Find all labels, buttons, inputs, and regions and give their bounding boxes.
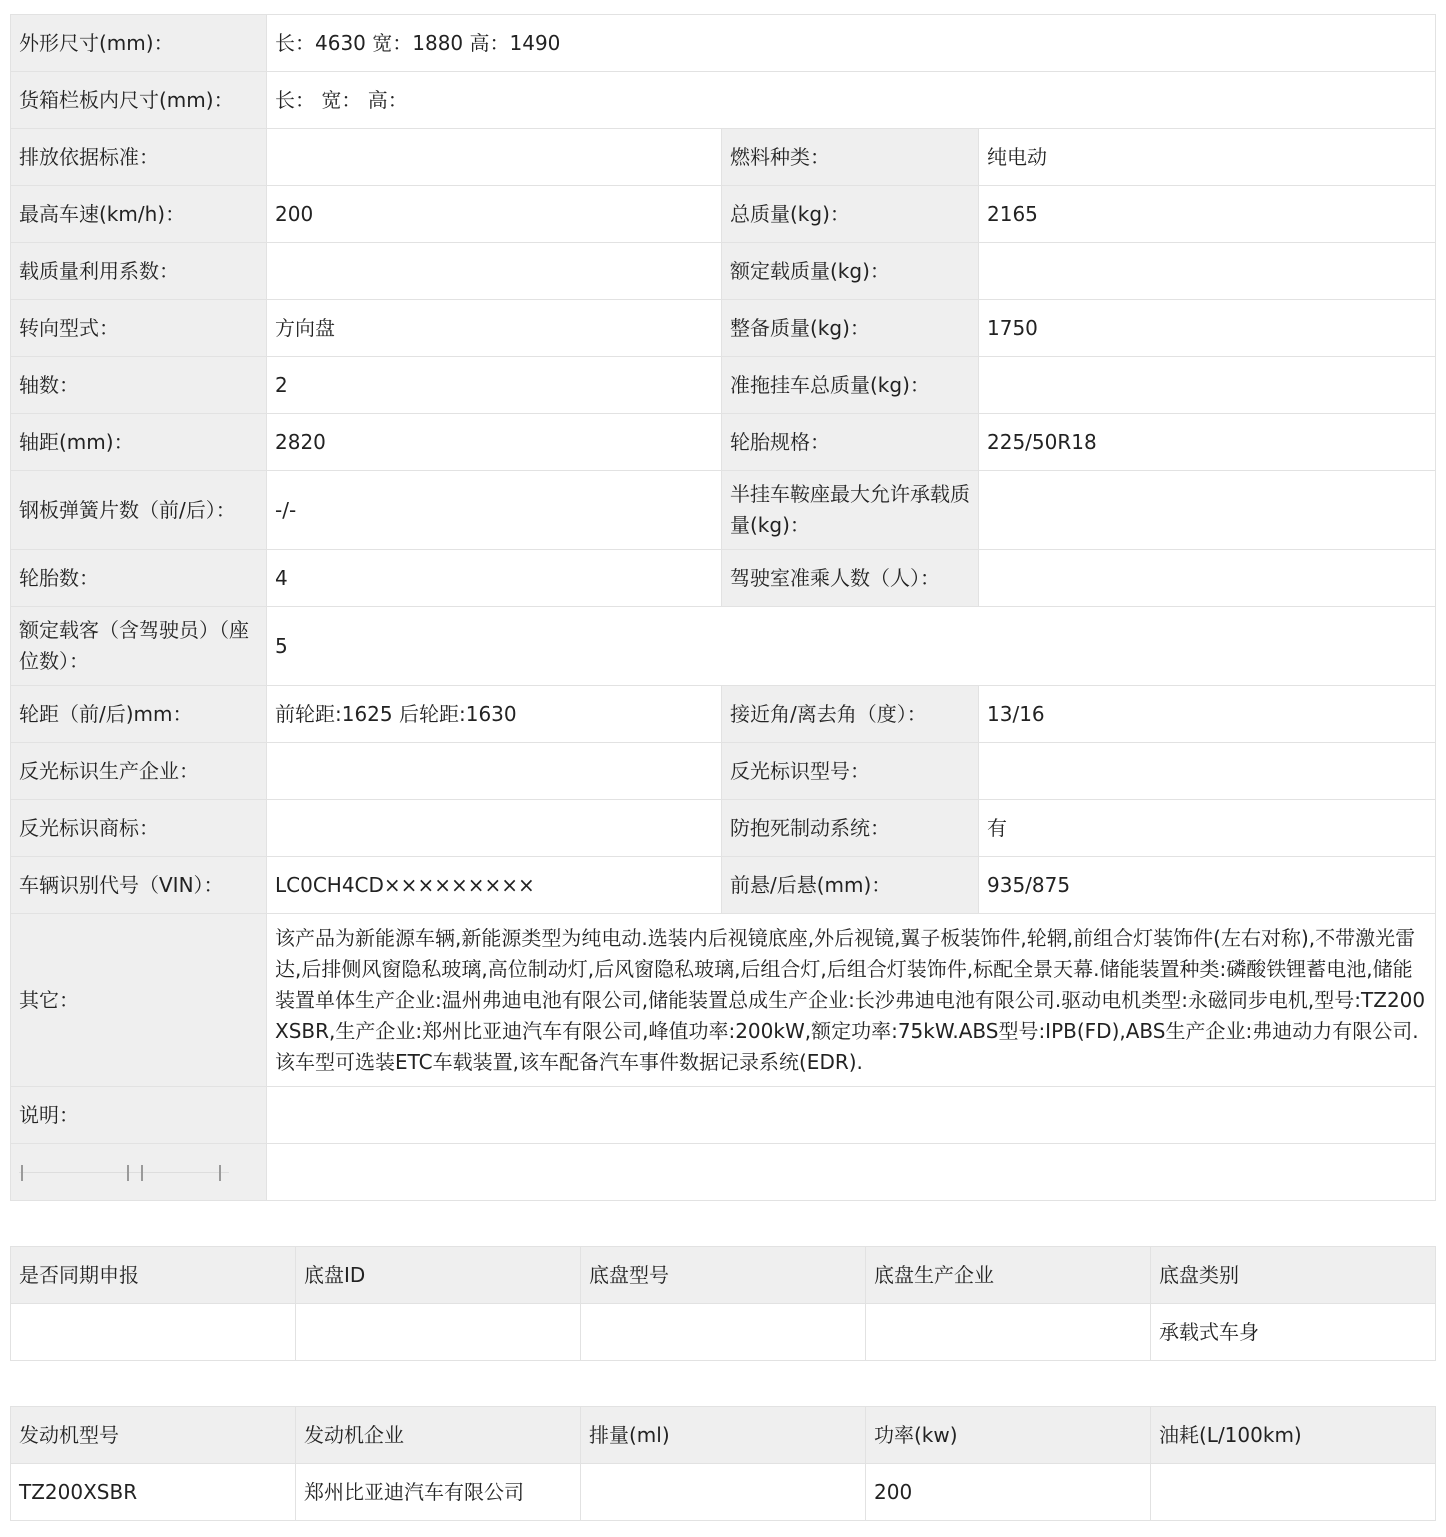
spec-label: 轮胎规格： [722, 414, 979, 471]
spec-label: 额定载客（含驾驶员）（座位数）： [11, 607, 267, 686]
spec-row-dimensions [11, 15, 1436, 72]
chassis-data-row [11, 1304, 1436, 1361]
engine-data-row [11, 1464, 1436, 1521]
chassis-header: 底盘生产企业 [866, 1247, 1151, 1304]
chassis-cell [296, 1304, 581, 1361]
spec-label: 半挂车鞍座最大允许承载质量(kg)： [722, 471, 979, 550]
spec-row-rated-passengers [11, 607, 1436, 686]
spec-value: 225/50R18 [979, 414, 1436, 471]
spec-label: 钢板弹簧片数（前/后）： [11, 471, 267, 550]
spec-value: 2820 [267, 414, 722, 471]
spec-label: 反光标识型号： [722, 743, 979, 800]
chassis-table [10, 1246, 1436, 1361]
spec-value: 4 [267, 550, 722, 607]
spec-label: 最高车速(km/h)： [11, 186, 267, 243]
spec-row-note [11, 1087, 1436, 1144]
spec-value: 1750 [979, 300, 1436, 357]
spec-label: 额定载质量(kg)： [722, 243, 979, 300]
engine-cell: TZ200XSBR [11, 1464, 296, 1521]
engine-cell: 郑州比亚迪汽车有限公司 [296, 1464, 581, 1521]
spec-label: 排放依据标准： [11, 129, 267, 186]
chassis-header-row [11, 1247, 1436, 1304]
spec-row [11, 550, 1436, 607]
spec-value [979, 743, 1436, 800]
spec-label: 总质量(kg)： [722, 186, 979, 243]
spec-label: 轮胎数： [11, 550, 267, 607]
spec-value: 13/16 [979, 686, 1436, 743]
spec-value: LC0CH4CD××××××××× [267, 857, 722, 914]
chassis-cell [581, 1304, 866, 1361]
spec-value [267, 800, 722, 857]
spec-value: 有 [979, 800, 1436, 857]
spec-value-other: 该产品为新能源车辆,新能源类型为纯电动.选装内后视镜底座,外后视镜,翼子板装饰件,轮辋,前组合灯装饰件(左右对称),不带激光雷达,后排侧风窗隐私玻璃,高位制动灯,后风窗隐私玻璃,后组合灯,后组合灯装饰件,标配全景天幕.储能装置种类:磷酸铁锂蓄电池,储能装置单体生产企业:温州弗迪电池有限公司,储能装置总成生产企业:长沙弗迪电池有限公司.驱动电机类型:永磁同步电机,型号:TZ200XSBR,生产企业:郑州比亚迪汽车有限公司,峰值功率:200kW,额定功率:75kW.ABS型号:IPB(FD),ABS生产企业:弗迪动力有限公司.该车型可选装ETC车载装置,该车配备汽车事件数据记录系统(EDR). [267, 914, 1436, 1087]
spec-value [979, 243, 1436, 300]
spec-label: 轴数： [11, 357, 267, 414]
spec-row [11, 686, 1436, 743]
spec-row [11, 357, 1436, 414]
engine-cell: 200 [866, 1464, 1151, 1521]
spec-value [267, 1087, 1436, 1144]
vehicle-spec-table [10, 14, 1436, 1201]
engine-header: 功率(kw) [866, 1407, 1151, 1464]
spec-value [267, 129, 722, 186]
spec-row [11, 243, 1436, 300]
spec-row [11, 129, 1436, 186]
spec-label: 燃料种类： [722, 129, 979, 186]
chassis-cell [11, 1304, 296, 1361]
spec-value [267, 743, 722, 800]
obscured-mark [19, 1161, 229, 1185]
chassis-cell: 承载式车身 [1151, 1304, 1436, 1361]
spec-row [11, 800, 1436, 857]
spec-label: 外形尺寸(mm)： [11, 15, 267, 72]
spec-value: 方向盘 [267, 300, 722, 357]
spec-label: 轴距(mm)： [11, 414, 267, 471]
spec-value [979, 550, 1436, 607]
spec-label: 反光标识商标： [11, 800, 267, 857]
spec-value: -/- [267, 471, 722, 550]
spec-row [11, 186, 1436, 243]
spec-label: 驾驶室准乘人数（人）： [722, 550, 979, 607]
engine-header: 油耗(L/100km) [1151, 1407, 1436, 1464]
spec-value: 200 [267, 186, 722, 243]
spec-value: 长：4630 宽：1880 高：1490 [267, 15, 1436, 72]
spec-value: 935/875 [979, 857, 1436, 914]
spec-row-cargo-box [11, 72, 1436, 129]
spec-row-other [11, 914, 1436, 1087]
spec-row [11, 471, 1436, 550]
spec-label: 车辆识别代号（VIN）： [11, 857, 267, 914]
spec-label: 准拖挂车总质量(kg)： [722, 357, 979, 414]
spec-value: 2165 [979, 186, 1436, 243]
engine-table [10, 1406, 1436, 1521]
spec-value [979, 471, 1436, 550]
spec-row [11, 857, 1436, 914]
spec-row [11, 300, 1436, 357]
spec-value-empty [267, 1144, 1436, 1201]
spec-value: 纯电动 [979, 129, 1436, 186]
engine-cell [581, 1464, 866, 1521]
chassis-header: 是否同期申报 [11, 1247, 296, 1304]
engine-header-row [11, 1407, 1436, 1464]
spec-row [11, 414, 1436, 471]
spec-label: 前悬/后悬(mm)： [722, 857, 979, 914]
spec-label: 货箱栏板内尺寸(mm)： [11, 72, 267, 129]
spec-label: 反光标识生产企业： [11, 743, 267, 800]
chassis-cell [866, 1304, 1151, 1361]
spec-label: 其它： [11, 914, 267, 1087]
engine-cell [1151, 1464, 1436, 1521]
spec-label: 整备质量(kg)： [722, 300, 979, 357]
chassis-header: 底盘型号 [581, 1247, 866, 1304]
obscured-label [11, 1144, 267, 1201]
engine-header: 排量(ml) [581, 1407, 866, 1464]
spec-label: 防抱死制动系统： [722, 800, 979, 857]
spec-row-obscured [11, 1144, 1436, 1201]
spec-value: 2 [267, 357, 722, 414]
engine-header: 发动机型号 [11, 1407, 296, 1464]
spec-label: 转向型式： [11, 300, 267, 357]
spec-label: 轮距（前/后)mm： [11, 686, 267, 743]
spec-label: 载质量利用系数： [11, 243, 267, 300]
spec-value: 前轮距:1625 后轮距:1630 [267, 686, 722, 743]
spec-value [979, 357, 1436, 414]
spec-value: 5 [267, 607, 1436, 686]
chassis-header: 底盘类别 [1151, 1247, 1436, 1304]
spec-value [267, 243, 722, 300]
engine-header: 发动机企业 [296, 1407, 581, 1464]
spec-label: 说明： [11, 1087, 267, 1144]
spec-value: 长： 宽： 高： [267, 72, 1436, 129]
spec-row [11, 743, 1436, 800]
spec-label: 接近角/离去角（度）： [722, 686, 979, 743]
chassis-header: 底盘ID [296, 1247, 581, 1304]
